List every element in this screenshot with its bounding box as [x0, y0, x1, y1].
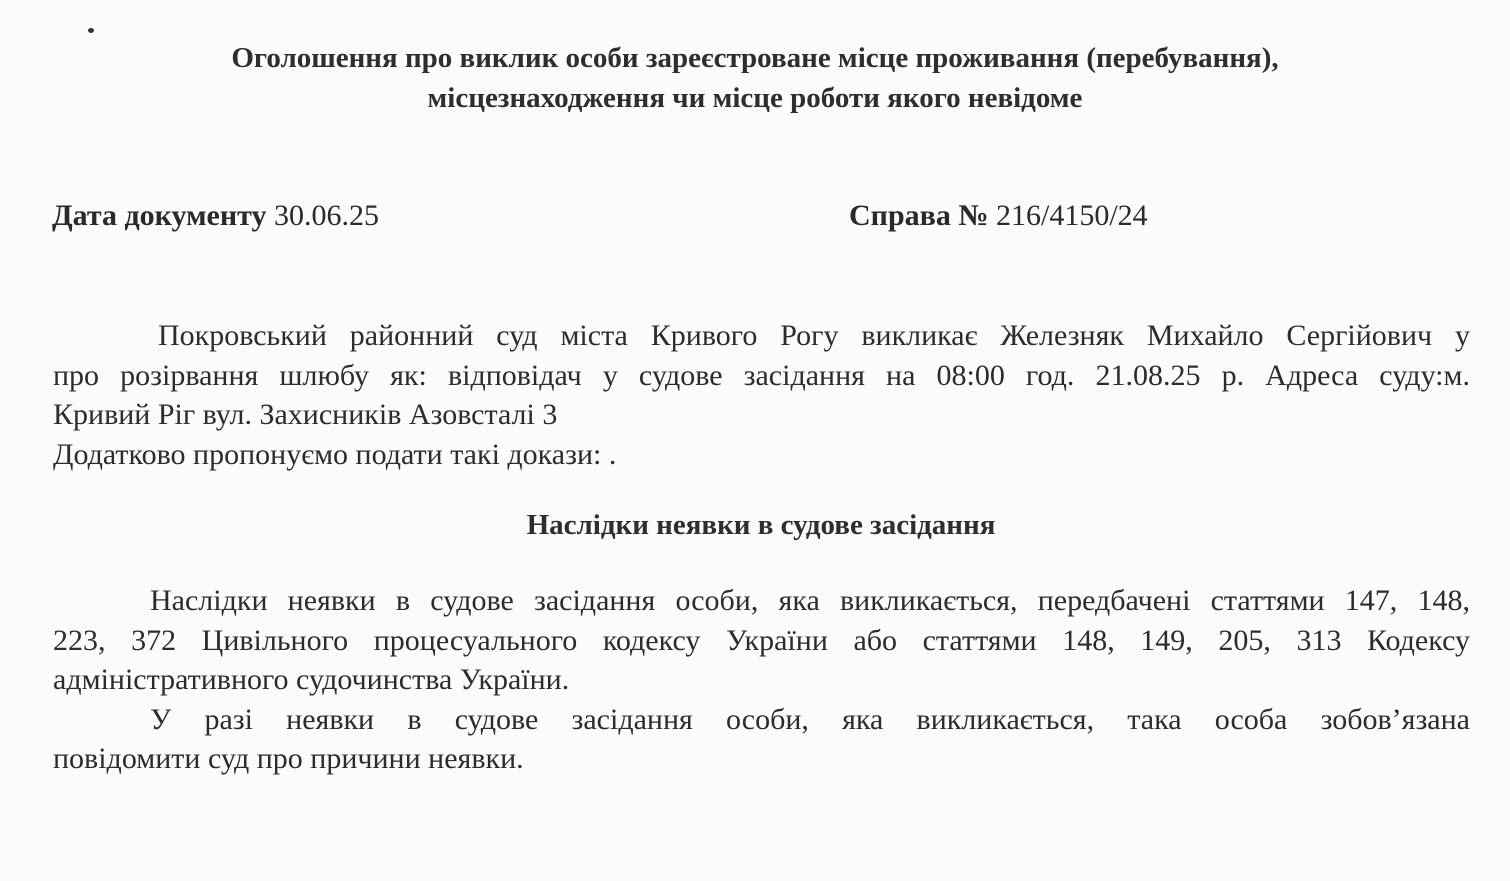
consequences-paragraph [53, 581, 1470, 779]
consequences-line: 223, 372 Цивільного процесуального кодексу України або статтями 148, 149, 205, 313 Кодексу [53, 623, 1470, 657]
announcement-title-line1: Оголошення про виклик особи зареєстроване місце проживання (перебування), [231, 42, 1279, 74]
consequences-line: повідомити суд про причини неявки. [53, 742, 524, 775]
date-label: Дата документу [52, 199, 267, 232]
evidence-line: Додатково пропонуємо подати такі докази: . [53, 437, 617, 471]
date-value: 30.06.25 [273, 199, 379, 232]
consequences-line: У разі неявки в судове засідання особи, яка викликається, така особа зобов’язана [150, 702, 1470, 736]
announcement-title-line2: місцезнаходження чи місце роботи якого невідоме [427, 82, 1083, 114]
summons-line: Покровський районний суд міста Кривого Рогу викликає Железняк Михайло Сергійович у [158, 319, 1470, 352]
consequences-line: адміністративного судочинства України. [53, 663, 570, 696]
scan-speck [88, 28, 94, 33]
case-label: Справа № [849, 199, 989, 232]
summons-paragraph [53, 316, 1470, 474]
document-date [52, 199, 379, 233]
summons-line: Кривий Ріг вул. Захисників Азовсталі 3 [53, 398, 558, 431]
case-number [849, 199, 1148, 233]
summons-line: про розірвання шлюбу як: відповідач у судове засідання на 08:00 год. 21.08.25 р. Адреса суду:м. [53, 358, 1470, 392]
consequences-heading: Наслідки неявки в судове засідання [526, 509, 996, 541]
consequences-line: Наслідки неявки в судове засідання особи, яка викликається, передбачені статтями 147, 148, [150, 584, 1470, 617]
case-value: 216/4150/24 [995, 199, 1148, 232]
